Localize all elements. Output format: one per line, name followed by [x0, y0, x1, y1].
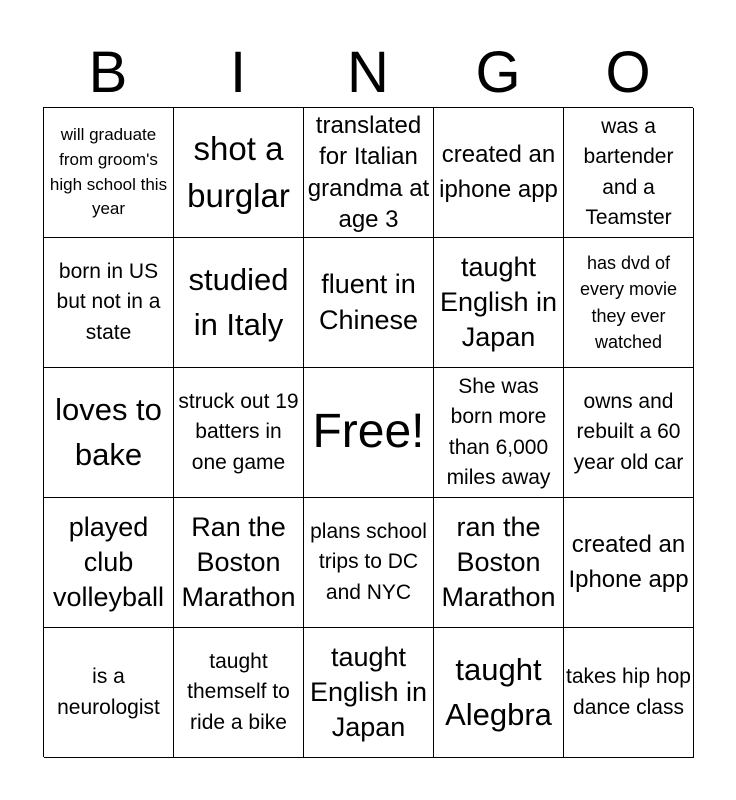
cell-text: taught English in Japan [439, 251, 558, 353]
cell-text: struck out 19 batters in one game [178, 389, 299, 474]
bingo-cell[interactable] [434, 238, 564, 368]
bingo-board [43, 107, 693, 757]
bingo-cell[interactable] [434, 498, 564, 628]
cell-text: born in US but not in a state [56, 259, 161, 344]
header-letter-b: B [88, 40, 128, 105]
bingo-cell[interactable] [174, 498, 304, 628]
bingo-cell[interactable] [304, 238, 434, 368]
bingo-cell[interactable] [44, 498, 174, 628]
bingo-cell[interactable] [434, 628, 564, 758]
cell-text: Ran the Boston Marathon [181, 511, 296, 613]
bingo-cell[interactable] [564, 108, 694, 238]
bingo-cell[interactable] [174, 238, 304, 368]
bingo-cell[interactable] [564, 368, 694, 498]
bingo-cell[interactable] [44, 108, 174, 238]
bingo-cell[interactable] [44, 238, 174, 368]
cell-text: plans school trips to DC and NYC [310, 519, 427, 604]
bingo-header [43, 40, 693, 106]
bingo-cell[interactable] [174, 108, 304, 238]
cell-text: created an Iphone app [568, 530, 689, 593]
bingo-cell[interactable] [304, 498, 434, 628]
cell-text: owns and rebuilt a 60 year old car [573, 389, 684, 474]
cell-text: takes hip hop dance class [566, 665, 691, 719]
cell-text: played club volleyball [52, 511, 165, 613]
bingo-cell[interactable] [174, 368, 304, 498]
bingo-cell[interactable] [304, 368, 434, 498]
cell-text: taught themself to ride a bike [187, 649, 290, 734]
cell-text: loves to bake [55, 392, 162, 472]
cell-text: studied in Italy [188, 262, 289, 342]
cell-text: will graduate from groom's high school this year [49, 125, 168, 219]
bingo-cell[interactable] [174, 628, 304, 758]
cell-text: She was born more than 6,000 miles away [446, 374, 551, 489]
cell-text: translated for Italian grandma at age 3 [307, 112, 430, 233]
bingo-cell[interactable] [44, 368, 174, 498]
cell-text: fluent in Chinese [318, 269, 419, 335]
cell-text: has dvd of every movie they ever watched [579, 253, 678, 352]
cell-text: created an iphone app [439, 140, 558, 203]
cell-text: is a neurologist [57, 665, 160, 719]
cell-text: shot a burglar [187, 130, 290, 214]
cell-text: taught Alegbra [445, 652, 552, 732]
header-letter-i: I [229, 40, 247, 105]
bingo-cell[interactable] [564, 628, 694, 758]
header-letter-o: O [605, 40, 651, 105]
cell-text: was a bartender and a Teamster [583, 114, 674, 229]
cell-text: ran the Boston Marathon [441, 511, 556, 613]
free-space: Free! [312, 405, 425, 459]
bingo-cell[interactable] [564, 498, 694, 628]
bingo-cell[interactable] [304, 628, 434, 758]
bingo-cell[interactable] [44, 628, 174, 758]
bingo-cell[interactable] [434, 108, 564, 238]
header-letter-n: N [347, 40, 389, 105]
bingo-cell[interactable] [434, 368, 564, 498]
bingo-cell[interactable] [564, 238, 694, 368]
bingo-cell[interactable] [304, 108, 434, 238]
header-letter-g: G [475, 40, 521, 105]
cell-text: taught English in Japan [309, 641, 428, 743]
